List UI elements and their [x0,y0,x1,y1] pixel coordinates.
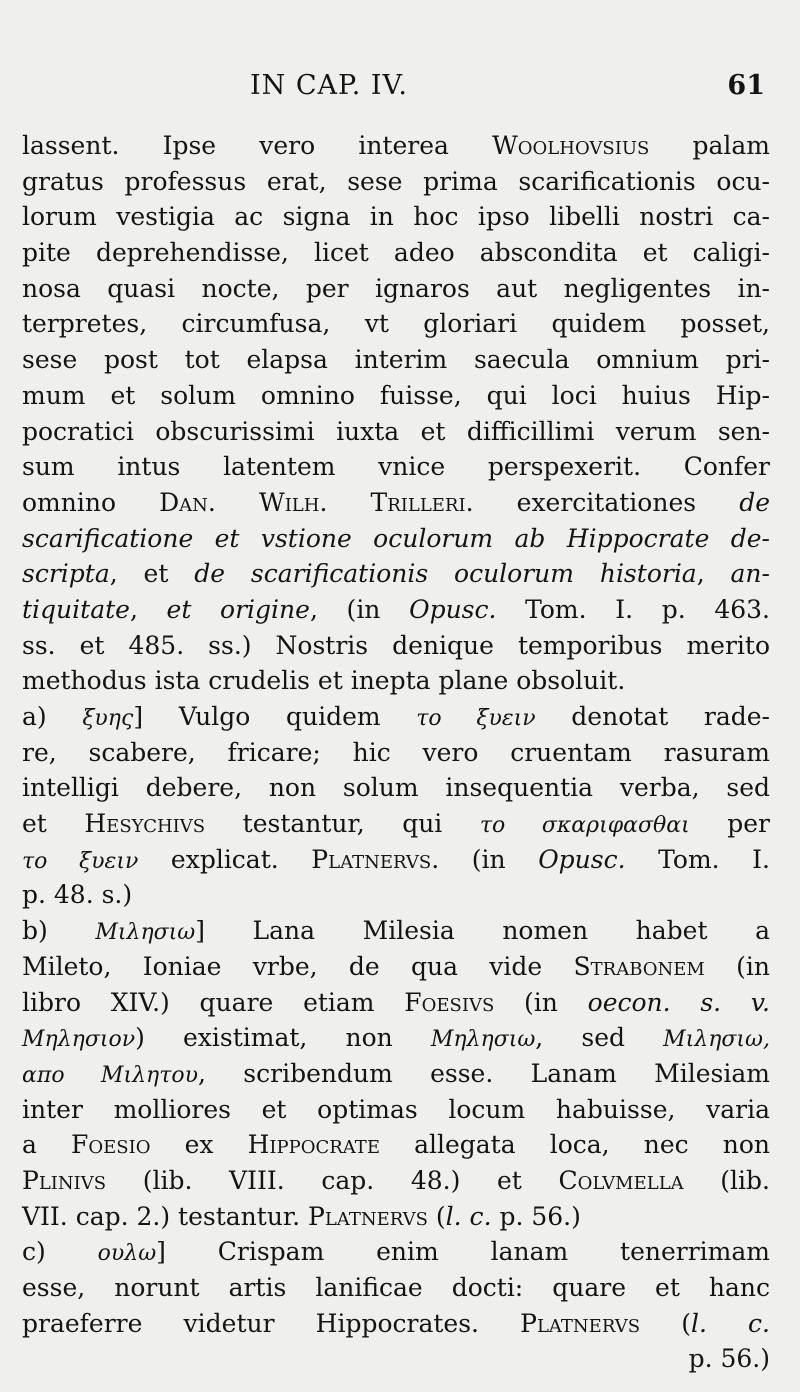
text-segment: gratus professus erat, sese prima scarificationis ocu- [22,166,770,196]
text-line [22,199,770,235]
text-segment: Tom. I. p. 463. [496,594,770,624]
text-segment: et origine [166,594,310,624]
text-line [22,521,770,557]
text-segment: Foesivs [404,987,495,1017]
text-segment: (in [494,987,588,1017]
text-line [22,1306,770,1342]
text-segment: nosa quasi nocte, per ignaros aut negligentes in- [22,273,770,303]
text-line [22,1020,770,1056]
text-segment: Μιλησιω [95,920,196,946]
text-segment: p. 56.) [491,1201,581,1231]
text-segment: ξυης [82,706,134,731]
text-segment: το ξυειν [22,848,139,874]
text-segment: Foesio [71,1130,151,1160]
text-line [22,414,770,450]
text-segment: exercitationes [473,487,740,517]
text-line [22,235,770,271]
text-segment: sese post tot elapsa interim saecula omnium pri- [22,345,770,375]
text-segment: intelligi debere, non solum insequentia verba, sed [22,773,770,803]
text-line [22,556,770,592]
text-line [22,1163,770,1199]
text-segment: tiquitate [22,594,130,624]
text-segment: (in [704,951,770,981]
text-line [22,342,770,378]
text-segment: ( [427,1201,446,1231]
text-segment: , (in [309,594,410,624]
text-segment: Hippocrate [247,1130,380,1160]
text-segment: ss. et 485. ss.) Nostris denique temporibus merito [22,630,770,660]
text-line [22,449,770,485]
text-segment: scripta [22,559,110,589]
text-segment: mum et solum omnino fuisse, qui loci huius Hip- [22,380,770,410]
text-segment: , et [109,559,195,589]
text-line [22,592,770,628]
text-line [22,699,770,735]
text-segment: Woolhovsius [492,131,650,160]
text-line [22,663,770,699]
text-segment: Μιλησιω, [663,1027,770,1053]
text-line [22,1234,770,1270]
text-segment: , [129,594,167,624]
text-segment: allegata loca, nec non [379,1130,770,1160]
text-segment: a) [22,702,83,731]
text-segment: lorum vestigia ac signa in hoc ipso libelli nostri ca- [22,202,770,232]
text-segment: an- [730,559,770,589]
text-segment: Opusc. [409,594,497,624]
text-segment: oecon. s. v. [587,987,770,1017]
running-head: IN CAP. IV. [250,70,408,101]
text-line [22,164,770,200]
text-segment: l. c. [690,1308,770,1338]
text-segment: , [696,559,731,589]
text-segment: l. c. [445,1201,492,1231]
text-segment: Tom. I. [625,844,770,874]
text-segment: de scarificationis oculorum historia [194,559,697,589]
text-segment: ( [640,1308,691,1338]
text-segment: Platnervs [520,1308,641,1338]
text-segment: VII. cap. 2.) testantur. [22,1201,309,1231]
text-segment: (in [439,844,539,874]
text-segment: c) [22,1237,98,1267]
text-segment: per [689,809,770,839]
text-line [22,770,770,806]
text-segment: απο Μιλητου [22,1062,199,1088]
text-segment: b) [22,916,96,946]
text-line [22,128,770,164]
text-segment: esse, norunt artis lanificae docti: quare et hanc [22,1273,770,1302]
text-segment: ] Vulgo quidem [133,702,417,731]
text-segment: ] Crispam enim lanam tenerrimam [156,1237,770,1267]
text-segment: το ξυειν [416,706,536,731]
text-line [22,485,770,521]
text-segment: terpretes, circumfusa, vt gloriari quidem posset, [22,309,770,339]
text-segment: scarificatione et vstione oculorum ab Hippocrate de- [22,523,770,553]
text-segment: praeferre videtur Hippocrates. [22,1308,521,1338]
text-segment: , sed [535,1023,664,1053]
text-segment: ex [150,1130,248,1160]
text-line [22,913,770,949]
text-segment: Strabonem [573,951,705,981]
text-segment: lassent. Ipse vero interea [22,131,493,160]
text-segment: omnino [22,487,160,517]
text-line [22,949,770,985]
text-segment: a [22,1130,72,1160]
text-segment: Opusc. [538,844,626,874]
text-line [22,735,770,771]
page-number: 61 [727,70,765,101]
text-segment: Μηλησιω [430,1027,536,1053]
text-segment: de [739,487,771,517]
text-line [22,271,770,307]
text-line [22,306,770,342]
text-segment: sum intus latentem vnice perspexerit. Confer [22,452,770,482]
text-segment: (lib. VIII. cap. 48.) et [106,1165,559,1195]
text-line [22,1127,770,1163]
text-segment: Μηλησιον [22,1027,136,1053]
text-segment: re, scabere, fricare; hic vero cruentam rasuram [22,737,770,767]
text-line [22,1056,770,1092]
text-segment: inter molliores et optimas locum habuisse, varia [22,1094,770,1124]
text-segment: Plinivs [22,1165,107,1195]
text-line [22,1270,770,1306]
text-segment: ) existimat, non [135,1023,431,1053]
text-segment: denotat rade- [535,702,771,731]
text-segment: pite deprehendisse, licet adeo abscondita et caligi- [22,238,770,268]
text-segment: p. 48. s.) [22,880,133,910]
text-line [22,985,770,1021]
text-segment: ] Lana Milesia nomen habet a [195,916,770,946]
text-segment: το σκαριφασθαι [479,813,690,839]
text-line [22,842,770,878]
body-text [22,128,770,1377]
text-line [22,1341,770,1377]
text-segment: libro XIV.) quare etiam [22,987,405,1017]
text-segment: Dan. Wilh. Trilleri. [159,487,474,517]
text-segment: ουλω [97,1241,157,1267]
text-segment: explicat. [138,844,312,874]
text-segment: Colvmella [558,1165,684,1195]
text-line [22,1092,770,1128]
text-line [22,877,770,913]
text-segment: pocratici obscurissimi iuxta et difficillimi verum sen- [22,416,770,446]
text-segment: (lib. [683,1165,770,1195]
text-segment: Platnervs [308,1201,428,1231]
text-line [22,378,770,414]
text-segment: p. 56.) [688,1344,770,1374]
text-segment: et [22,809,85,839]
page-header [0,70,800,110]
text-segment: Mileto, Ioniae vrbe, de qua vide [22,951,574,981]
text-segment: Hesychivs [84,809,206,839]
text-segment: palam [649,131,770,160]
text-segment: testantur, qui [205,809,480,839]
text-line [22,628,770,664]
text-segment: Platnervs. [311,844,440,874]
text-segment: methodus ista crudelis et inepta plane obsoluit. [22,666,626,696]
text-line [22,806,770,842]
text-line [22,1199,770,1235]
text-segment: , scribendum esse. Lanam Milesiam [198,1058,770,1088]
